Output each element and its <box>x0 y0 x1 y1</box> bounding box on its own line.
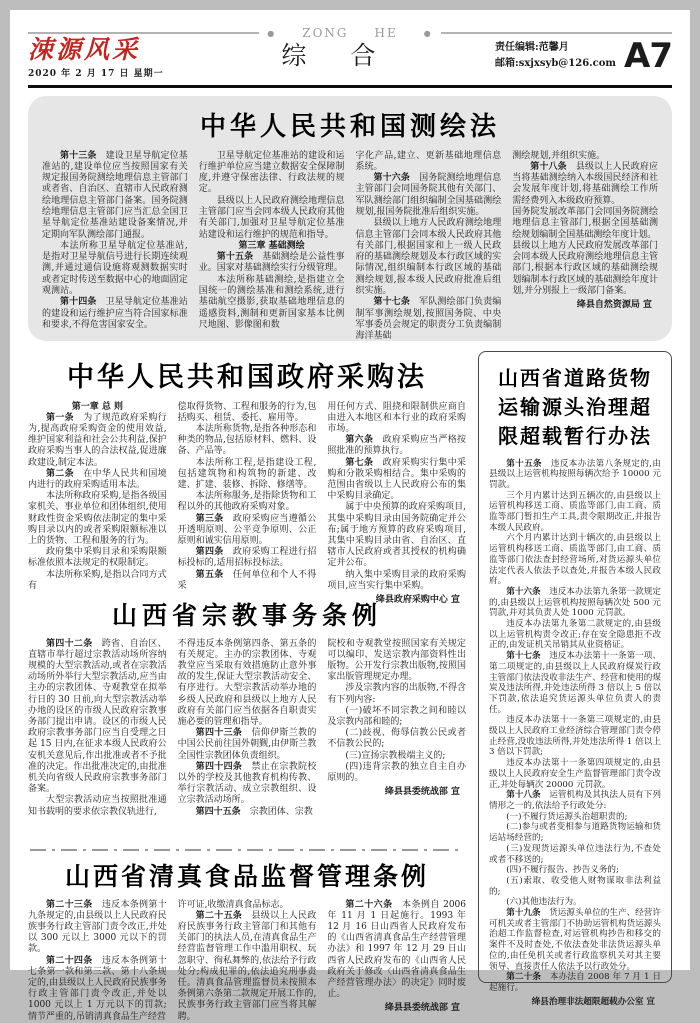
paragraph: 第十四条 卫星导航定位基准站的建设和运行维护应当符合国家标准和要求,不得危害国家安全。 <box>42 297 188 330</box>
masthead-block <box>28 36 164 79</box>
text-column <box>178 639 317 841</box>
article-title: 中华人民共和国测绘法 <box>199 111 500 142</box>
clause-number: 第十八条 <box>530 161 567 172</box>
page-number: A7 <box>624 36 672 76</box>
section-pinyin-left: ZONG <box>302 26 349 40</box>
article-procurement-law <box>28 355 467 605</box>
page-header <box>28 26 672 88</box>
paragraph: 用任何方式、阻挠和限制供应商自由进入本地区和本行业的政府采购市场。 <box>327 401 467 434</box>
bullet-icon: ● <box>267 28 277 38</box>
clause-number: 第二条 <box>46 468 74 479</box>
paragraph: (三)发现货运源头单位违法行为,不查处或者不移送的; <box>489 843 661 865</box>
article-signature: 绛县自然资源局 宣 <box>576 300 652 311</box>
paragraph: 涉及宗教内容的出版物,不得含有下列内容: <box>327 683 467 705</box>
article-columns <box>42 150 658 342</box>
clause-number: 第十九条 <box>506 908 541 919</box>
paragraph: 第二条 在中华人民共和国境内进行的政府采购适用本法。 <box>28 468 167 490</box>
paragraph: 偿取得货物、工程和服务的行为,包括购买、租赁、委托、雇用等。 <box>177 401 317 423</box>
article-signature: 绛县治理非法超限超载办公室 宣 <box>531 996 655 1007</box>
paragraph: 字化产品,建立、更新基础地理信息系统。 <box>355 150 502 172</box>
paragraph: 第二十四条 违反本条例第十七条第一款和第三款、第十八条规定的,由县级以上人民政府民族事务行政主管部门责令改正,并处以 1000 元以上 1 万元以下的罚款;情节严重的,吊销清真食品生产经营 <box>28 955 167 1022</box>
newspaper-page <box>10 10 690 1022</box>
clause-number: 第十七条 <box>373 297 411 308</box>
text-column <box>327 639 466 841</box>
paragraph: 国务院发展改革部门会同国务院测绘地理信息主管部门,根据全国基础测绘规划编制全国基础测绘年度计划。 <box>512 206 658 240</box>
clause-number: 第五条 <box>195 569 224 580</box>
text-column <box>42 151 188 329</box>
text-column <box>177 401 317 591</box>
paragraph: 本法所称货物,是指各种形态和种类的物品,包括原材料、燃料、设备、产品等。 <box>177 423 317 457</box>
clause-number: 第四十三条 <box>195 728 243 739</box>
paragraph: 第十三条 建设卫星导航定位基准站的,建设单位应当按照国家有关规定报国务院测绘地理信息主管部门或者省、自治区、直辖市人民政府测绘地理信息主管部门备案。国务院测绘地理信息主管部门应当汇总全国卫星导航定位基准站建设备案情况,并定期向军队测绘部门通报。 <box>42 150 188 240</box>
clause-number: 第二十条 <box>506 972 542 983</box>
article-columns <box>489 458 661 1007</box>
text-column <box>28 401 167 591</box>
text-column <box>512 151 658 329</box>
clause-number: 第十四条 <box>60 297 97 308</box>
editor-email: 邮箱:sxjxsyb@126.com <box>495 58 617 69</box>
paragraph: 第四十二条 跨省、自治区、直辖市举行超过宗教活动场所容纳规模的大型宗教活动,或者在宗教活动场所外举行大型宗教活动,应当由主办的宗教团体、寺观教堂在拟举行日的 30 日前,向大型宗教活动举办地的设区的市级人民政府宗教事务部门提出申请。设区的市级人民政府宗教事务部门应当自受理之日起 15 日内,在征求本级人民政府公安机关意见后,作出批准或者不予批准的决定。作出批准决定的,由批准机关向省级人民政府宗教事务部门备案。 <box>28 638 167 795</box>
paragraph: 第三条 政府采购应当遵循公开透明原则、公平竞争原则、公正原则和诚实信用原则。 <box>177 513 317 546</box>
paragraph: 县级以上人民政府测绘地理信息主管部门应当会同本级人民政府其他有关部门,加强对卫星导航定位基准站建设和运行维护的规范和指导。 <box>198 195 345 240</box>
text-column <box>489 458 661 1007</box>
clause-number: 第一条 <box>46 412 74 423</box>
paragraph: (四)违背宗教的独立自主自办原则的。 <box>327 761 467 783</box>
editor-info <box>495 40 616 72</box>
chapter-heading: 第三章 基础测绘 <box>238 240 305 251</box>
paragraph: 第十八条 县级以上人民政府应当将基础测绘纳入本级国民经济和社会发展年度计划,将基础测绘工作所需经费列入本级政府预算。 <box>512 161 658 206</box>
header-rule-left <box>28 32 259 34</box>
text-column <box>355 150 502 342</box>
article-surveying-law <box>28 96 672 341</box>
clause-number: 第六条 <box>345 435 374 446</box>
section-char-left: 综 <box>281 41 309 70</box>
clause-number: 第十六条 <box>373 173 411 184</box>
chapter-heading: 第一章 总 则 <box>71 401 123 412</box>
paragraph: 第二十五条 县级以上人民政府民族事务行政主管部门和其他有关部门的执法人员,在清真食品生产经营监督管理工作中滥用职权、玩忽职守、徇私舞弊的,依法给予行政处分;构成犯罪的,依法追究刑事责任。清真食品管理监督员未按照本条例第六条第二款规定开展工作的,民族事务行政主管部门应当将其解聘。 <box>177 910 317 1022</box>
clause-number: 第十八条 <box>506 790 541 801</box>
paragraph: 县级以上地方人民政府发展改革部门会同本级人民政府测绘地理信息主管部门,根据本行政区域的基础测绘规划编制本行政区域的基础测绘年度计划,并分别报上一级部门备案。 <box>512 240 658 297</box>
left-column <box>28 351 467 1022</box>
dash-dot-divider <box>30 849 464 851</box>
clause-number: 第四十五条 <box>195 806 241 817</box>
clause-number: 第四条 <box>195 547 224 558</box>
clause-number: 第四十四条 <box>195 761 243 772</box>
header-black-rule <box>28 85 672 88</box>
paragraph: 第十八条 运管机构及其执法人员有下列情形之一的,依法给予行政处分: <box>489 790 661 811</box>
paragraph: (一)不履行货运源头治超职责的; <box>506 811 628 822</box>
paragraph: (六)其他违法行为。 <box>506 897 582 908</box>
paragraph: 本法所称工程,是指建设工程,包括建筑物和构筑物的新建、改建、扩建、装修、拆除、修缮等。 <box>177 457 317 490</box>
clause-number: 第十三条 <box>60 150 97 161</box>
header-main-row <box>28 36 672 79</box>
paragraph: 政府集中采购目录和采购限额标准依照本法规定的权限制定。 <box>28 547 167 569</box>
paragraph: 本法所称基础测绘,是指建立全国统一的测绘基准和测绘系统,进行基础航空摄影,获取基础地理信息的遥感资料,测制和更新国家基本比例尺地图、影像图和数 <box>198 274 345 330</box>
paragraph: 违反本办法第十一条第四项规定的,由县级以上人民政府安全生产监督管理部门责令改正,并处每辆次 20000 元罚款。 <box>489 758 661 790</box>
paragraph: 第二十六条 本条例自 2006 年 11 月 1 日起施行。1993 年 12 月 16 日山西省人民政府发布的《山西省清真食品生产经营管理办法》和 1997 年 12 月 29 日山西省人民政府发布的《山西省人民政府关于修改〈山西省清真食品生产经营管理办法〉的决定》同时废止。 <box>327 899 467 1000</box>
paragraph: 第二十条 本办法自 2008 年 7 月 1 日起施行。 <box>489 972 661 993</box>
paragraph: 卫星导航定位基准站的建设和运行维护单位应当建立数据安全保障制度,并遵守保密法律、行政法规的规定。 <box>198 150 345 195</box>
paragraph: 违反本办法第十一条第三项规定的,由县级以上人民政府工业经济综合管理部门责令停止经营,没收违法所得,并处违法所得 1 倍以上 3 倍以下罚款; <box>489 715 661 758</box>
article-title: 中华人民共和国政府采购法 <box>67 361 427 393</box>
clause-number: 第二十六条 <box>345 899 393 910</box>
clause-number: 第十五条 <box>506 458 542 469</box>
paragraph: 违反本办法第九条第二款规定的,由县级以上运管机构责令改正;存在安全隐患拒不改正的,由发证机关吊销其从业资格证。 <box>489 619 661 651</box>
article-columns <box>28 899 467 1022</box>
header-right-block <box>495 36 672 76</box>
text-column <box>177 899 317 1022</box>
paragraph: 六个月内累计达到十辆次的,由县级以上运管机构移送工商、质监等部门,由工商、质监等部门依法查封经营场所,对货运源头单位法定代表人依法予以查处,并报告本级人民政府。 <box>489 533 661 587</box>
article-columns <box>28 639 466 841</box>
clause-number: 第七条 <box>345 457 374 468</box>
clause-number: 第三条 <box>195 513 224 524</box>
section-title <box>281 36 377 72</box>
paragraph: 本法所称政府采购,是指各级国家机关、事业单位和团体组织,使用财政性资金采购依法制定的集中采购目录以内的或者采购限额标准以上的货物、工程和服务的行为。 <box>28 491 167 546</box>
paragraph: 第七条 政府采购实行集中采购和分散采购相结合。集中采购的范围由省级以上人民政府公布的集中采购目录确定。 <box>327 457 467 502</box>
section-pinyin-right: HE <box>374 26 398 40</box>
paragraph: (三)宣扬宗教极端主义的; <box>345 750 446 761</box>
lower-zone <box>28 351 672 1022</box>
paragraph: 第十七条 军队测绘部门负责编制军事测绘规划,按照国务院、中央军事委员会规定的职责分工负责编制海洋基础 <box>355 297 502 342</box>
header-rule-right <box>441 32 672 34</box>
article-overload-rules <box>478 351 672 1007</box>
paragraph: 第四条 政府采购工程进行招标投标的,适用招标投标法。 <box>177 547 317 569</box>
clause-number: 第四十二条 <box>46 638 93 649</box>
paragraph: 三个月内累计达到五辆次的,由县级以上运管机构移送工商、质监等部门,由工商、质监等部门暂扣生产工具,责令限期改正,并报告本级人民政府。 <box>489 490 661 533</box>
paragraph: 第十六条 违反本办法第九条第一款规定的,由县级以上运管机构按照每辆次处 500 元罚款,并对其负责人处 1000 元罚款。 <box>489 586 661 619</box>
clause-number: 第十五条 <box>216 252 254 263</box>
issue-date: 2020 年 2 月 17 日 星期一 <box>28 68 164 79</box>
paragraph: 第六条 政府采购应当严格按照批准的预算执行。 <box>327 435 466 457</box>
article-halal-food <box>28 857 467 1022</box>
text-column <box>327 401 467 605</box>
paragraph: 不得违反本条例第四条、第五条的有关规定。主办的宗教团体、寺观教堂应当采取有效措施防止意外事故的发生,保证大型宗教活动安全、有序进行。大型宗教活动举办地的乡级人民政府和县级以上地方人民政府有关部门应当依据各自职责实施必要的管理和指导。 <box>177 638 317 727</box>
bullet-icon: ● <box>423 28 433 38</box>
article-title: 山西省宗教事务条例 <box>111 600 382 630</box>
paragraph: 许可证,收缴清真食品标志。 <box>177 899 289 910</box>
paragraph: (二)歧视、侮辱信教公民或者不信教公民的; <box>327 728 467 750</box>
paragraph: 本法所称服务,是指除货物和工程以外的其他政府采购对象。 <box>177 491 317 513</box>
article-title: 山西省清真食品监督管理条例 <box>64 861 429 891</box>
paragraph: 第四十五条 宗教团体、宗教 <box>195 806 313 817</box>
paragraph: (四)不履行报告、抄告义务的; <box>506 865 619 876</box>
clause-number: 第十六条 <box>506 586 541 597</box>
paragraph: 测绘规划,并组织实施。 <box>512 150 606 161</box>
paragraph: 第十九条 货运源头单位的生产、经营许可机关或者主管部门不协助运管机构货运源头治超工作监督检查,对运管机构抄告和移交的案件不及时查处,不依法查处非法货运源头单位的,由任免机关或者行政监察机关对其主要领导、直接责任人依法予以行政处分。 <box>489 908 661 972</box>
paragraph: 第十六条 国务院测绘地理信息主管部门会同国务院其他有关部门、军队测绘部门组织编制全国基础测绘规划,报国务院批准后组织实施。 <box>355 173 502 217</box>
article-religious-affairs <box>28 596 466 841</box>
paragraph: (二)参与或者变相参与道路货物运输和货运站场经营的; <box>489 822 661 844</box>
paragraph: 第四十三条 信仰伊斯兰教的中国公民前往国外朝觐,由伊斯兰教全国性宗教团体负责组织。 <box>177 728 317 761</box>
article-signature: 绛县政府采购中心 宣 <box>375 594 461 605</box>
article-signature: 绛县县委统战部 宣 <box>384 1003 461 1014</box>
editor-name: 责任编辑:范馨月 <box>495 42 569 53</box>
paragraph: 本法所称卫星导航定位基准站,是指对卫星导航信号进行长期连续观测,并通过通信设施将观测数据实时或者定时传送至数据中心的地面固定观测站。 <box>42 240 188 297</box>
section-char-right: 合 <box>350 41 378 70</box>
paragraph: 第五条 任何单位和个人不得采 <box>177 569 317 591</box>
paragraph: 第二十三条 违反本条例第十九条规定的,由县级以上人民政府民族事务行政主管部门责令改正,并处以 300 元以上 3000 元以下的罚款。 <box>28 899 167 955</box>
paragraph: (五)索取、收受他人财物谋取非法利益的; <box>489 875 661 897</box>
clause-number: 第二十四条 <box>46 955 93 966</box>
paragraph: 第四十四条 禁止在宗教院校以外的学校及其他教育机构传教、举行宗教活动、成立宗教组织、设立宗教活动场所。 <box>177 761 317 806</box>
paragraph: (一)破坏不同宗教之间和睦以及宗教内部和睦的; <box>327 705 467 727</box>
clause-number: 第二十三条 <box>46 899 93 910</box>
clause-number: 第十七条 <box>506 651 541 662</box>
paragraph: 第十七条 违反本办法第十一条第一项、第二项规定的,由县级以上人民政府煤炭行政主管部门依法没收非法生产、经营和使用的煤炭及违法所得,并处违法所得 3 倍以上 5 倍以下罚款,依法追究货运源头单位负责人的责任。 <box>489 651 661 715</box>
paragraph: 县级以上地方人民政府测绘地理信息主管部门会同本级人民政府其他有关部门,根据国家和上一级人民政府的基础测绘规划及本行政区域的实际情况,组织编制本行政区域的基础测绘规划,报本级人民政府批准后组织实施。 <box>355 218 502 297</box>
article-title: 山西省道路货物运输源头治理超限超载暂行办法 <box>498 365 652 448</box>
paragraph: 第十五条 基础测绘是公益性事业。国家对基础测绘实行分级管理。 <box>198 252 345 274</box>
article-columns <box>28 401 467 605</box>
text-column <box>28 639 167 841</box>
paragraph: 第一条 为了规范政府采购行为,提高政府采购资金的使用效益,维护国家利益和社会公共利益,保护政府采购当事人的合法权益,促进廉政建设,制定本法。 <box>28 412 167 468</box>
newspaper-brand: 涑源风采 <box>28 35 141 64</box>
paragraph: 院校和寺观教堂按照国家有关规定可以编印、发送宗教内部资料性出版物。公开发行宗教出版物,按照国家出版管理规定办理。 <box>327 638 467 683</box>
text-column <box>28 899 167 1022</box>
paragraph: 纳入集中采购目录的政府采购项目,应当实行集中采购。 <box>327 569 467 591</box>
paragraph: 属于中央预算的政府采购项目,其集中采购目录由国务院确定并公布;属于地方预算的政府采购项目,其集中采购目录由省、自治区、直辖市人民政府或者其授权的机构确定并公布。 <box>327 502 467 569</box>
text-column <box>327 900 466 1018</box>
paragraph: 第十五条 违反本办法第八条规定的,由县级以上运管机构按照每辆次给予 10000 元罚款。 <box>489 458 661 490</box>
article-signature: 绛县县委统战部 宣 <box>384 787 461 798</box>
paragraph: 大型宗教活动应当按照批准通知书载明的要求依宗教仪轨进行, <box>28 795 167 817</box>
paragraph: 本法所称采购,是指以合同方式有 <box>28 569 167 591</box>
clause-number: 第二十五条 <box>195 910 243 921</box>
text-column <box>199 151 345 329</box>
